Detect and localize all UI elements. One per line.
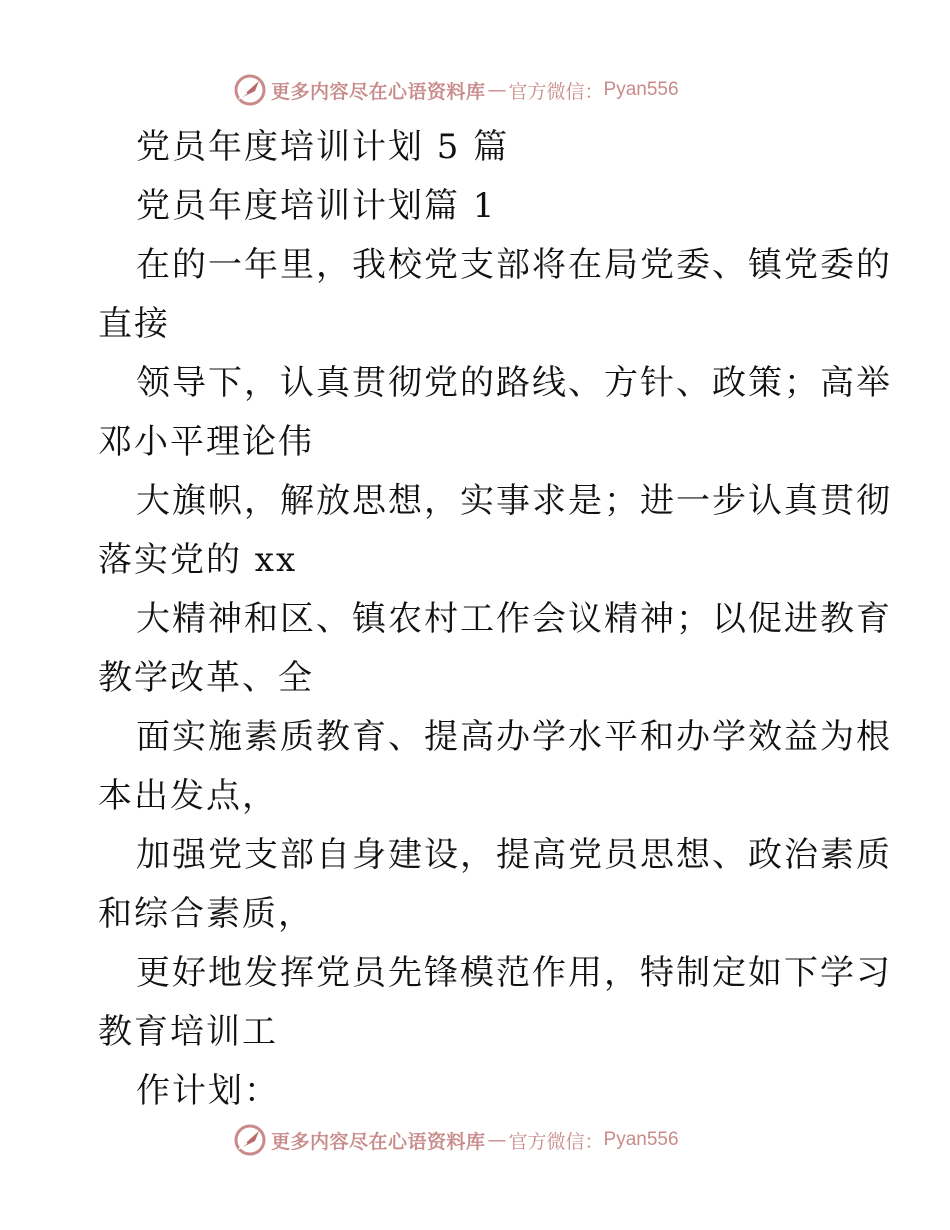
paragraph-line: 教学改革、全: [98, 658, 314, 698]
watermark-text: 更多内容尽在心语资料库: [271, 1130, 486, 1153]
watermark-separator: —: [487, 1129, 507, 1151]
watermark-wechat-id: Pyan556: [603, 79, 679, 100]
watermark-label: 官方微信：: [508, 1130, 604, 1153]
footer-watermark: [233, 1122, 679, 1158]
paragraph-line: 领导下，认真贯彻党的路线、方针、政策；高举: [136, 363, 892, 403]
paragraph-line: 面实施素质教育、提高办学水平和办学效益为根: [136, 717, 892, 757]
header-watermark: [233, 72, 679, 108]
watermark-text: 更多内容尽在心语资料库: [271, 80, 486, 103]
paragraph-line: 邓小平理论伟: [98, 422, 314, 462]
paragraph-line: 作计划：: [136, 1071, 280, 1111]
paragraph-line: 更好地发挥党员先锋模范作用，特制定如下学习: [136, 953, 892, 993]
paragraph-line: 本出发点，: [98, 776, 278, 816]
paragraph-line: 直接: [98, 304, 170, 344]
watermark-label: 官方微信：: [508, 80, 604, 103]
section-heading: 党员年度培训计划篇 1: [136, 186, 497, 226]
paragraph-line: 大精神和区、镇农村工作会议精神；以促进教育: [136, 599, 892, 639]
watermark-wechat-id: Pyan556: [603, 1129, 679, 1150]
document-title: 党员年度培训计划 5 篇: [136, 127, 510, 167]
document-body: [98, 118, 892, 1121]
paragraph-line: 大旗帜，解放思想，实事求是；进一步认真贯彻: [136, 481, 892, 521]
paragraph-line: 和综合素质，: [98, 894, 314, 934]
watermark-separator: —: [487, 79, 507, 101]
paragraph-line: 落实党的 xx: [98, 540, 298, 580]
paragraph-line: 加强党支部自身建设，提高党员思想、政治素质: [136, 835, 892, 875]
paragraph-line: 在的一年里，我校党支部将在局党委、镇党委的: [136, 245, 892, 285]
paragraph-line: 教育培训工: [98, 1012, 278, 1052]
quill-logo-icon: [233, 1123, 267, 1157]
quill-logo-icon: [233, 73, 267, 107]
